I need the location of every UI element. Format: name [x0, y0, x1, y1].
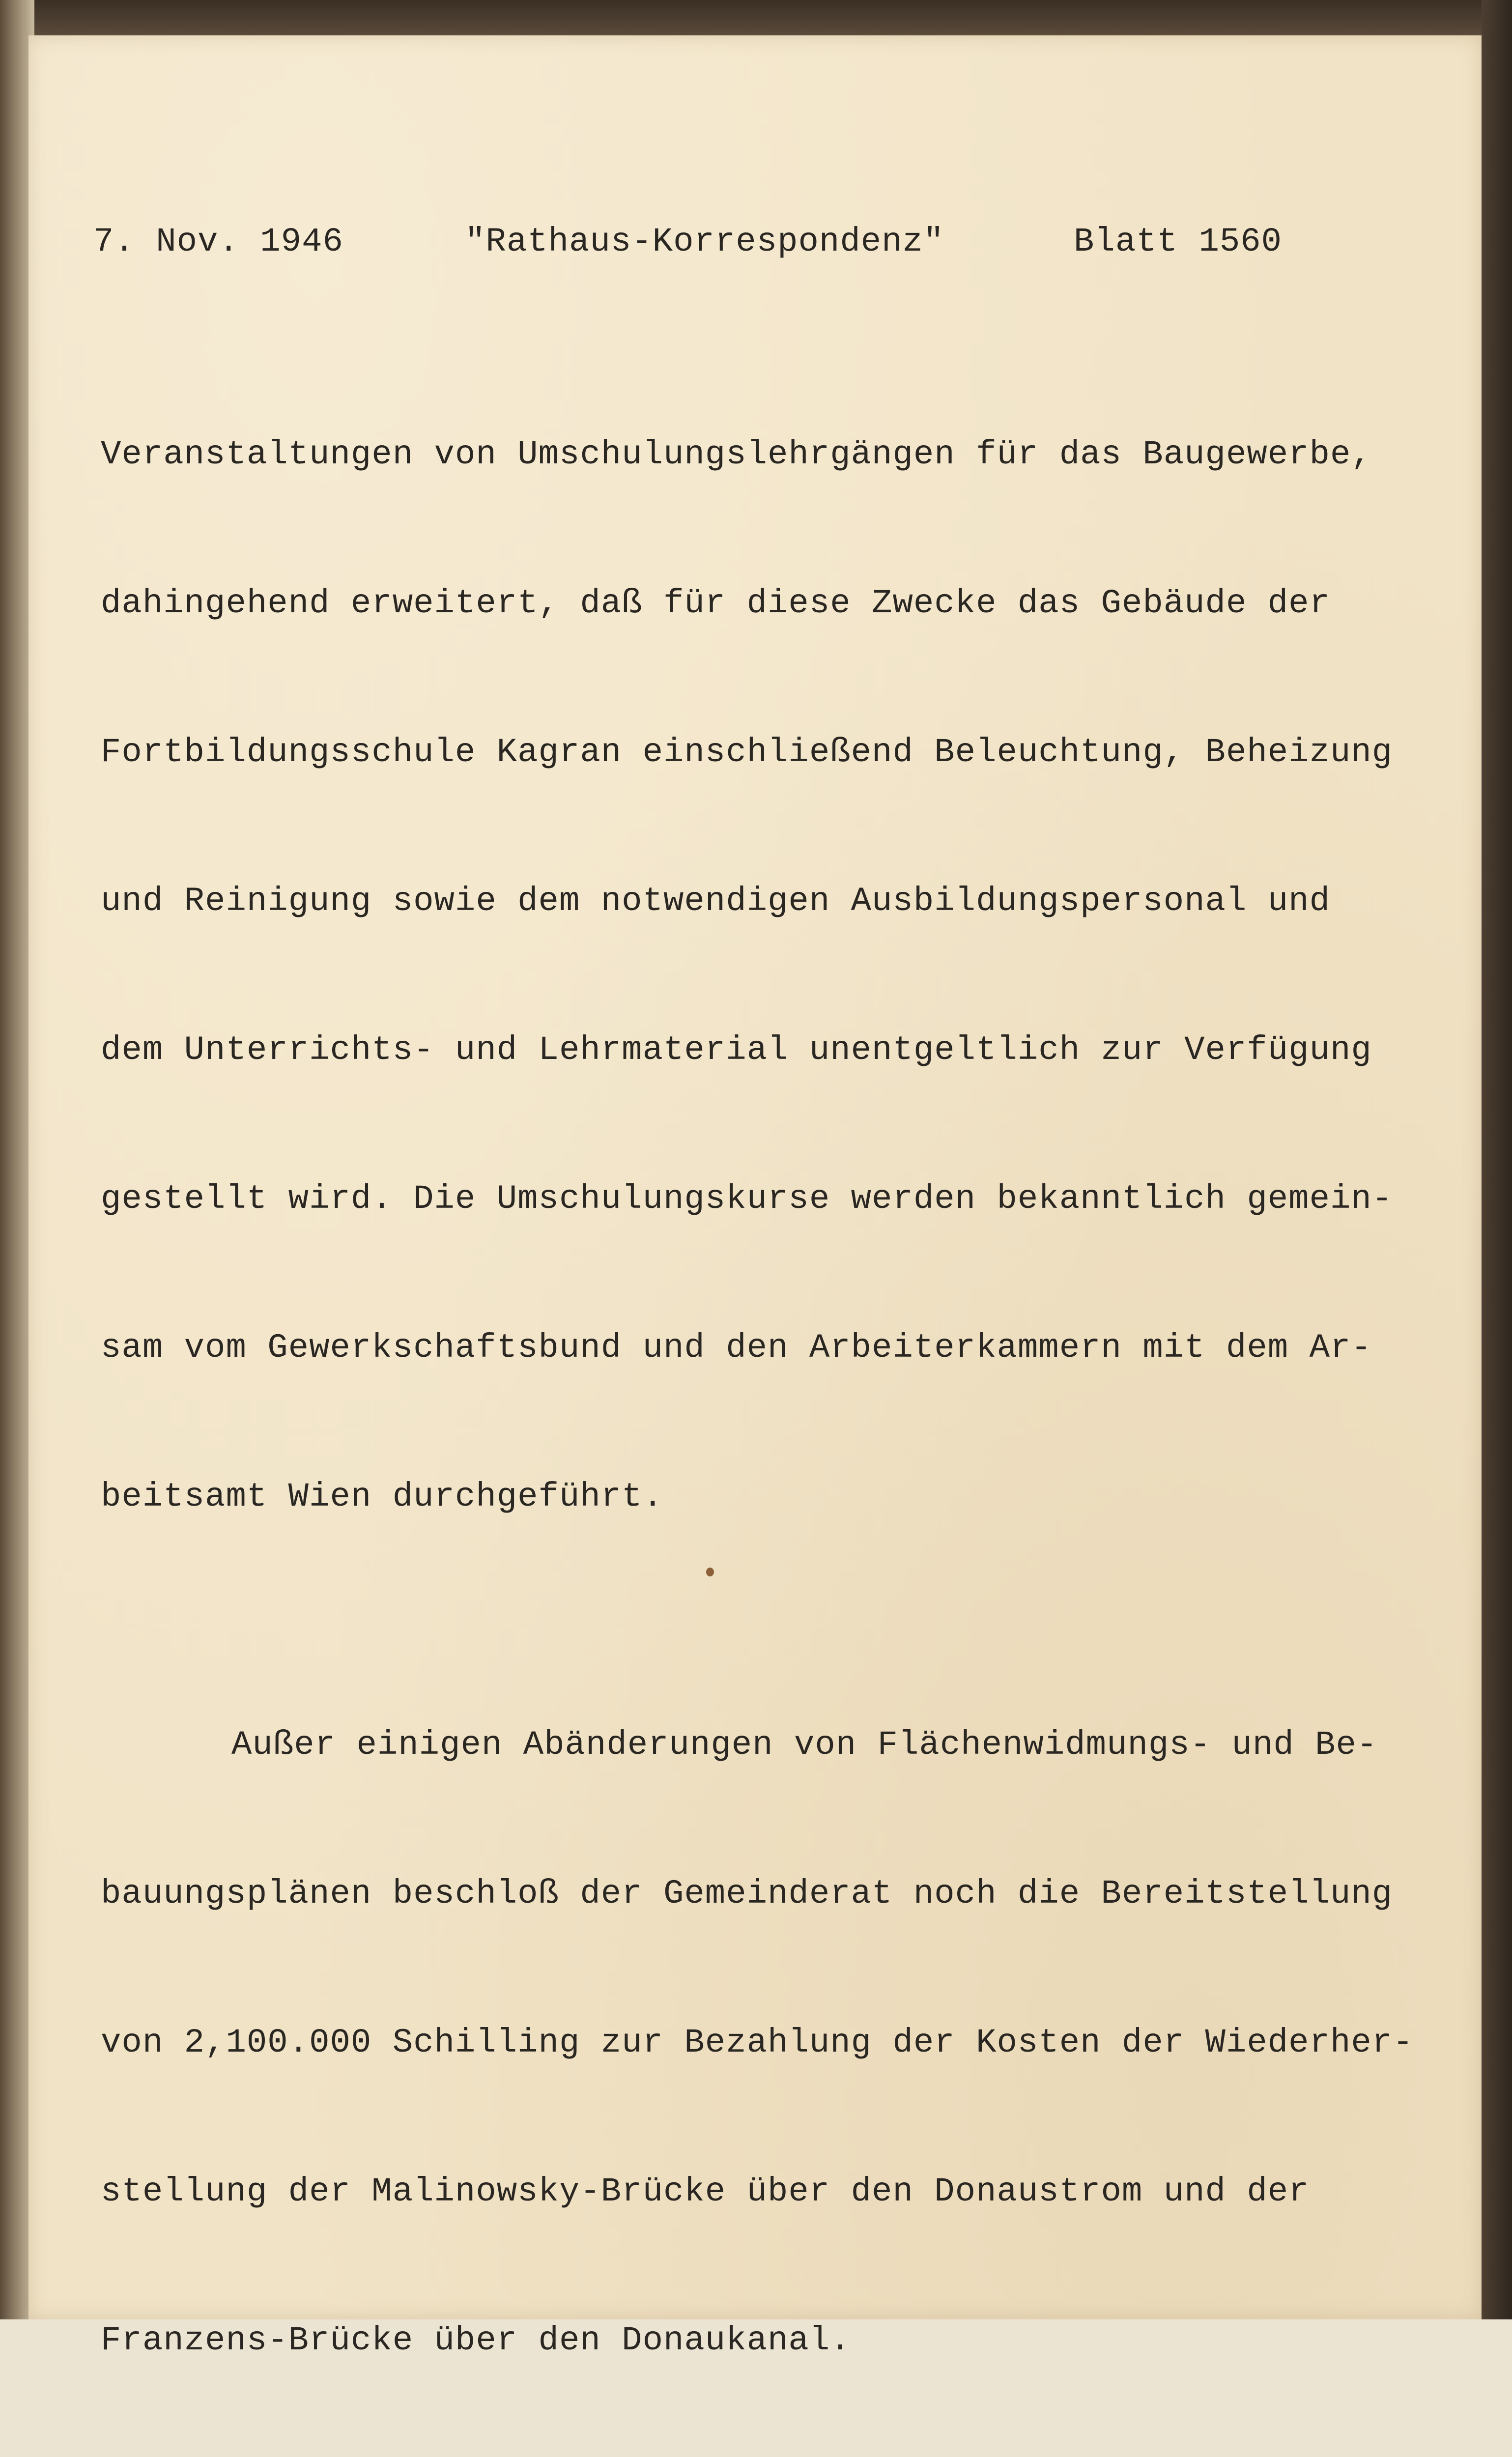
page-header [93, 217, 1396, 267]
text-line: Fortbildungsschule Kagran einschließend Beleuchtung, Beheizung [101, 733, 1393, 771]
text-line: gestellt wird. Die Umschulungskurse werden bekanntlich gemein- [101, 1180, 1393, 1218]
text-line: Franzens-Brücke über den Donaukanal. [101, 2321, 851, 2360]
header-title: "Rathaus-Korrespondenz" [465, 223, 944, 261]
ink-spot [706, 1568, 714, 1576]
header-date: 7. Nov. 1946 [93, 223, 343, 261]
text-fragment: Außer einigen Abänderungen von Flächenwidmungs- und Be- [231, 1726, 1378, 1764]
body-text [101, 281, 1437, 2457]
text-line: dahingehend erweitert, daß für diese Zwecke das Gebäude der [101, 584, 1330, 623]
text-line: dem Unterrichts- und Lehrmaterial unentgeltlich zur Verfügung [101, 1031, 1372, 1069]
text-line: beitsamt Wien durchgeführt. [101, 1478, 663, 1516]
text-line: sam vom Gewerkschaftsbund und den Arbeiterkammern mit dem Ar- [101, 1329, 1372, 1367]
backing-board-top [0, 0, 1512, 35]
header-sheet-number: Blatt 1560 [1074, 223, 1283, 261]
text-line: Veranstaltungen von Umschulungslehrgängen für das Baugewerbe, [101, 435, 1372, 474]
text-line [101, 1720, 1437, 1770]
backing-board-right [1482, 0, 1512, 2319]
text-line: stellung der Malinowsky-Brücke über den Donaustrom und der [101, 2172, 1310, 2211]
text-line: von 2,100.000 Schilling zur Bezahlung der Kosten der Wiederher- [101, 2024, 1414, 2062]
text-line: und Reinigung sowie dem notwendigen Ausbildungspersonal und [101, 882, 1330, 920]
text-line: bauungsplänen beschloß der Gemeinderat noch die Bereitstellung [101, 1875, 1393, 1913]
